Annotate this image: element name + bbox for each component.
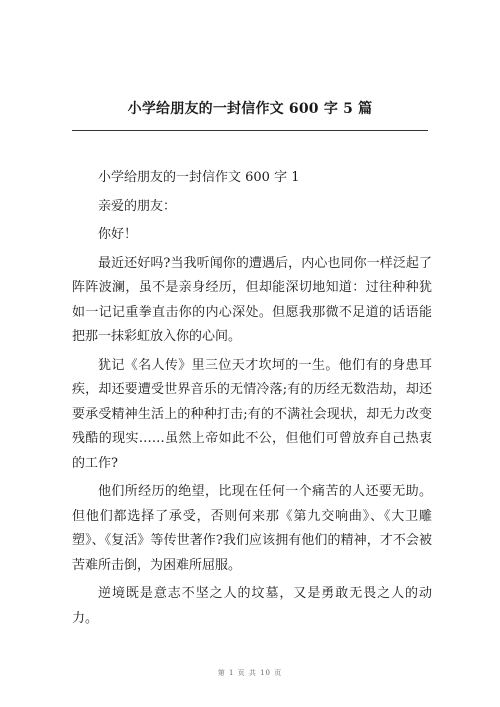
- letter-greeting: 你好！: [98, 227, 138, 242]
- page-number-footer: 第 1 页 共 10 页: [217, 669, 283, 677]
- letter-body: [72, 166, 432, 635]
- letter-heading: 小学给朋友的一封信作文 600 字 1: [98, 170, 300, 185]
- body-paragraph: 他们所经历的绝望，比现在任何一个痛苦的人还要无助。但他们都选择了承受，否则何来那《第九交响曲》、《大卫雕塑》、《复活》等传世著作?我们应该拥有他们的精神，才不会被苦难所击倒，为困难所屈服。: [72, 484, 432, 573]
- document-title: 小学给朋友的一封信作文 600 字 5 篇: [127, 101, 373, 117]
- body-paragraph: 最近还好吗?当我听闻你的遭遇后，内心也同你一样泛起了阵阵波澜，虽不是亲身经历，但却能深切地知道：过往种种犹如一记记重拳直击你的内心深处。但愿我那微不足道的话语能把那一抹彩虹放入你的心间。: [72, 255, 432, 344]
- body-paragraph: 逆境既是意志不坚之人的坟墓，又是勇敢无畏之人的动力。: [72, 586, 432, 626]
- letter-salutation: 亲爱的朋友：: [98, 198, 177, 214]
- body-paragraph: 犹记《名人传》里三位天才坎坷的一生。他们有的身患耳疾，却还要遭受世界音乐的无情冷落;有的历经无数浩劫，却还要承受精神生活上的种种打击;有的不满社会现状，却无力改变残酷的现实……虽然上帝如此不公，但他们可曾放弃自己热衷的工作?: [72, 357, 432, 471]
- title-divider: [72, 130, 428, 131]
